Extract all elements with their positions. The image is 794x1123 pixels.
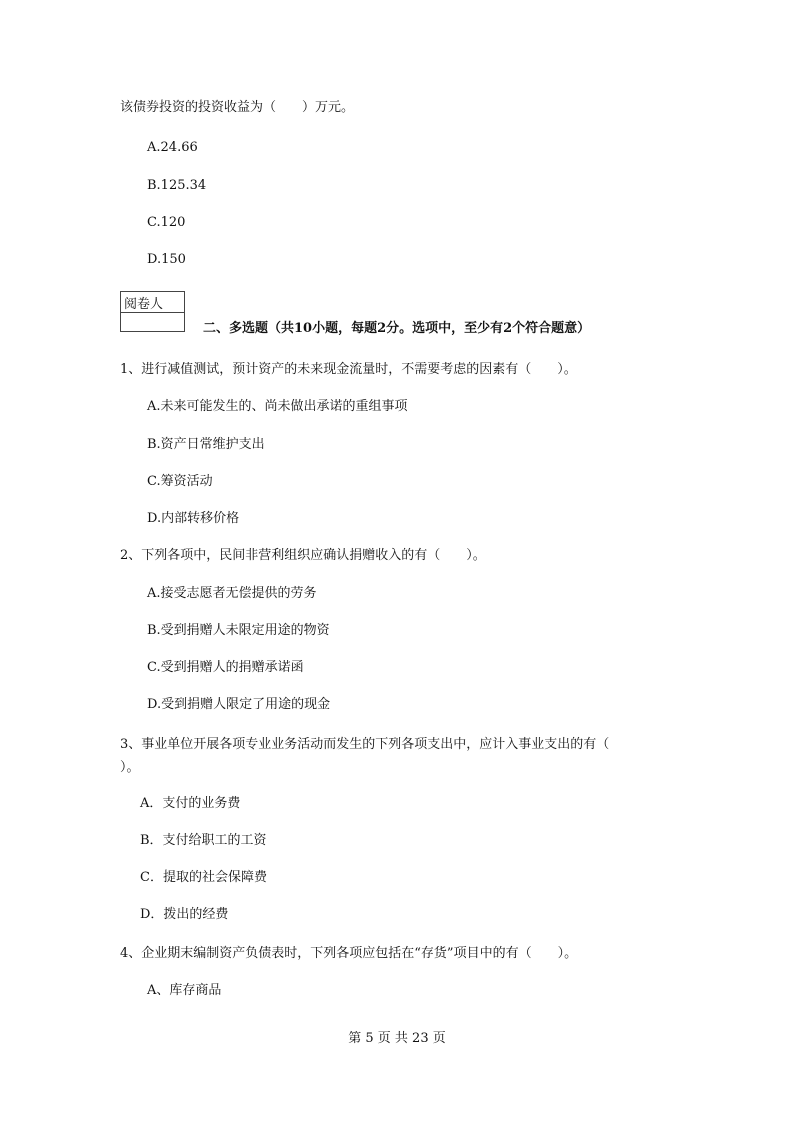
option-c: C.受到捐赠人的捐赠承诺函: [147, 660, 304, 675]
option-d: D.内部转移价格: [147, 511, 240, 526]
option-c: C.筹资活动: [147, 474, 213, 489]
section-title: 二、多选题（共10小题，每题2分。选项中，至少有2个符合题意）: [203, 321, 591, 336]
option-b: B.资产日常维护支出: [147, 437, 265, 452]
question-stem: 4、企业期末编制资产负债表时，下列各项应包括在“存货”项目中的有（ ）。: [120, 946, 578, 961]
option-d: D.150: [147, 252, 186, 267]
option-d: D．拨出的经费: [140, 907, 229, 922]
option-a: A.接受志愿者无偿提供的劳务: [147, 586, 317, 601]
grader-label: 阅卷人: [121, 292, 184, 313]
question-stem: 1、进行减值测试，预计资产的未来现金流量时，不需要考虑的因素有（ ）。: [120, 362, 577, 377]
option-c: C.120: [147, 215, 186, 230]
page-number: 第 5 页 共 23 页: [348, 1031, 446, 1046]
option-b: B．支付给职工的工资: [140, 833, 267, 848]
question-stem-continued: ）。: [120, 760, 140, 775]
option-a: A.24.66: [147, 140, 198, 155]
question-stem: 该债券投资的投资收益为（ ）万元。: [120, 100, 355, 115]
option-c: C．提取的社会保障费: [140, 870, 267, 885]
option-a: A、库存商品: [147, 983, 222, 998]
option-d: D.受到捐赠人限定了用途的现金: [147, 697, 331, 712]
option-b: B.125.34: [147, 178, 207, 193]
option-a: A．支付的业务费: [140, 796, 241, 811]
question-stem: 3、事业单位开展各项专业业务活动而发生的下列各项支出中，应计入事业支出的有（: [120, 737, 610, 752]
option-b: B.受到捐赠人未限定用途的物资: [147, 623, 330, 638]
option-a: A.未来可能发生的、尚未做出承诺的重组事项: [147, 399, 408, 414]
question-stem: 2、下列各项中，民间非营利组织应确认捐赠收入的有（ ）。: [120, 548, 486, 563]
grader-score-box: [120, 291, 185, 332]
